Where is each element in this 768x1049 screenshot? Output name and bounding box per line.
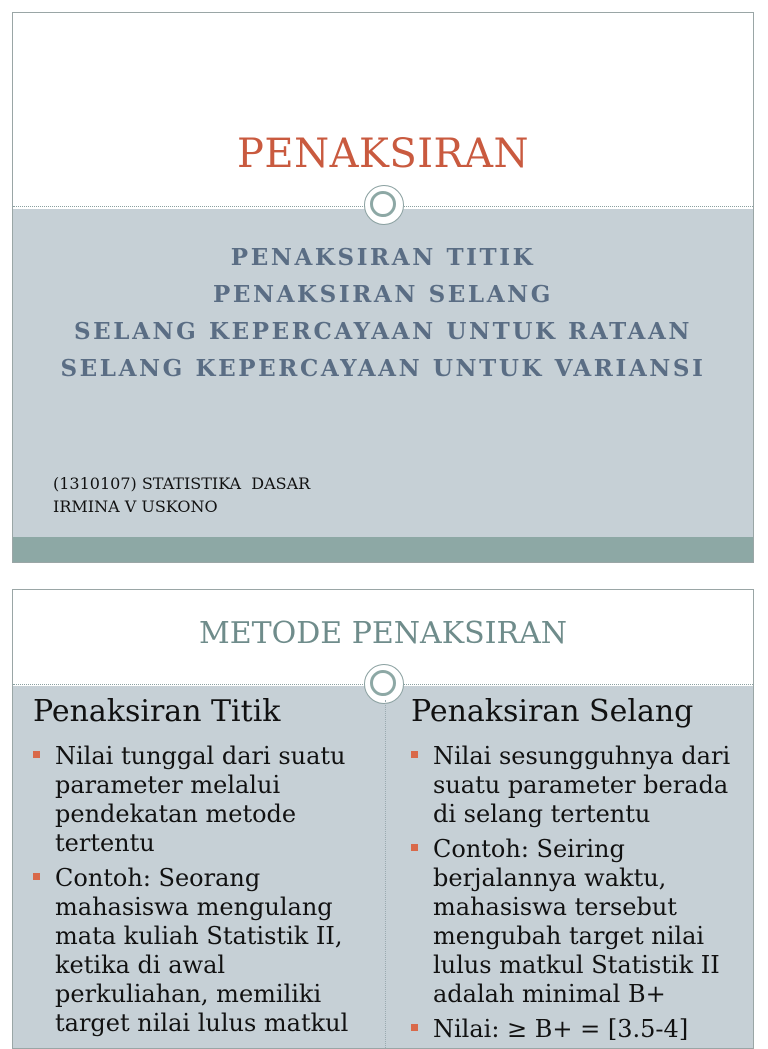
subtitle-item: SELANG KEPERCAYAAN UNTUK RATAAN — [73, 318, 693, 345]
subtitle-item: SELANG KEPERCAYAAN UNTUK VARIANSI — [60, 355, 706, 382]
methods-slide — [12, 589, 754, 1049]
right-column — [411, 692, 731, 1049]
square-bullet-icon — [411, 1024, 418, 1031]
list-item-text: Contoh: Seorang mahasiswa mengulang mata kuliah Statistik II, ketika di awal perkuliahan, memiliki target nilai lulus matkul — [55, 864, 349, 1037]
footer-bar — [13, 537, 753, 563]
title-slide — [12, 12, 754, 563]
list-item-text: Contoh: Seiring berjalannya waktu, mahasiswa tersebut mengubah target nilai lulus matkul Statistik II adalah minimal B+ — [433, 835, 720, 1008]
slide-title: PENAKSIRAN — [236, 131, 530, 177]
subtitle-item: PENAKSIRAN SELANG — [212, 281, 554, 308]
subtitle-item: PENAKSIRAN TITIK — [230, 244, 536, 271]
column-divider — [385, 700, 386, 1048]
list-item — [33, 742, 363, 858]
list-item — [411, 1015, 731, 1044]
author-name: IRMINA V USKONO — [53, 497, 218, 516]
left-column — [33, 692, 363, 1044]
circle-ornament-icon — [364, 185, 404, 225]
bullet-list — [411, 742, 731, 1044]
column-heading: Penaksiran Selang — [411, 694, 694, 729]
course-code: (1310107) STATISTIKA DASAR — [53, 474, 311, 493]
list-item — [411, 835, 731, 1009]
slide-title: METODE PENAKSIRAN — [198, 616, 568, 651]
circle-ornament-icon — [364, 664, 404, 704]
square-bullet-icon — [33, 873, 40, 880]
square-bullet-icon — [33, 751, 40, 758]
course-info — [53, 472, 310, 518]
subtitle-list — [13, 239, 753, 387]
list-item-text: Nilai sesungguhnya dari suatu parameter berada di selang tertentu — [433, 742, 731, 828]
list-item — [411, 742, 731, 829]
list-item-text: Nilai: ≥ B+ = [3.5-4] — [433, 1015, 689, 1043]
bullet-list — [33, 742, 363, 1038]
list-item-text: Nilai tunggal dari suatu parameter melalui pendekatan metode tertentu — [55, 742, 346, 857]
column-heading: Penaksiran Titik — [33, 694, 281, 729]
square-bullet-icon — [411, 751, 418, 758]
square-bullet-icon — [411, 844, 418, 851]
list-item — [33, 864, 363, 1038]
